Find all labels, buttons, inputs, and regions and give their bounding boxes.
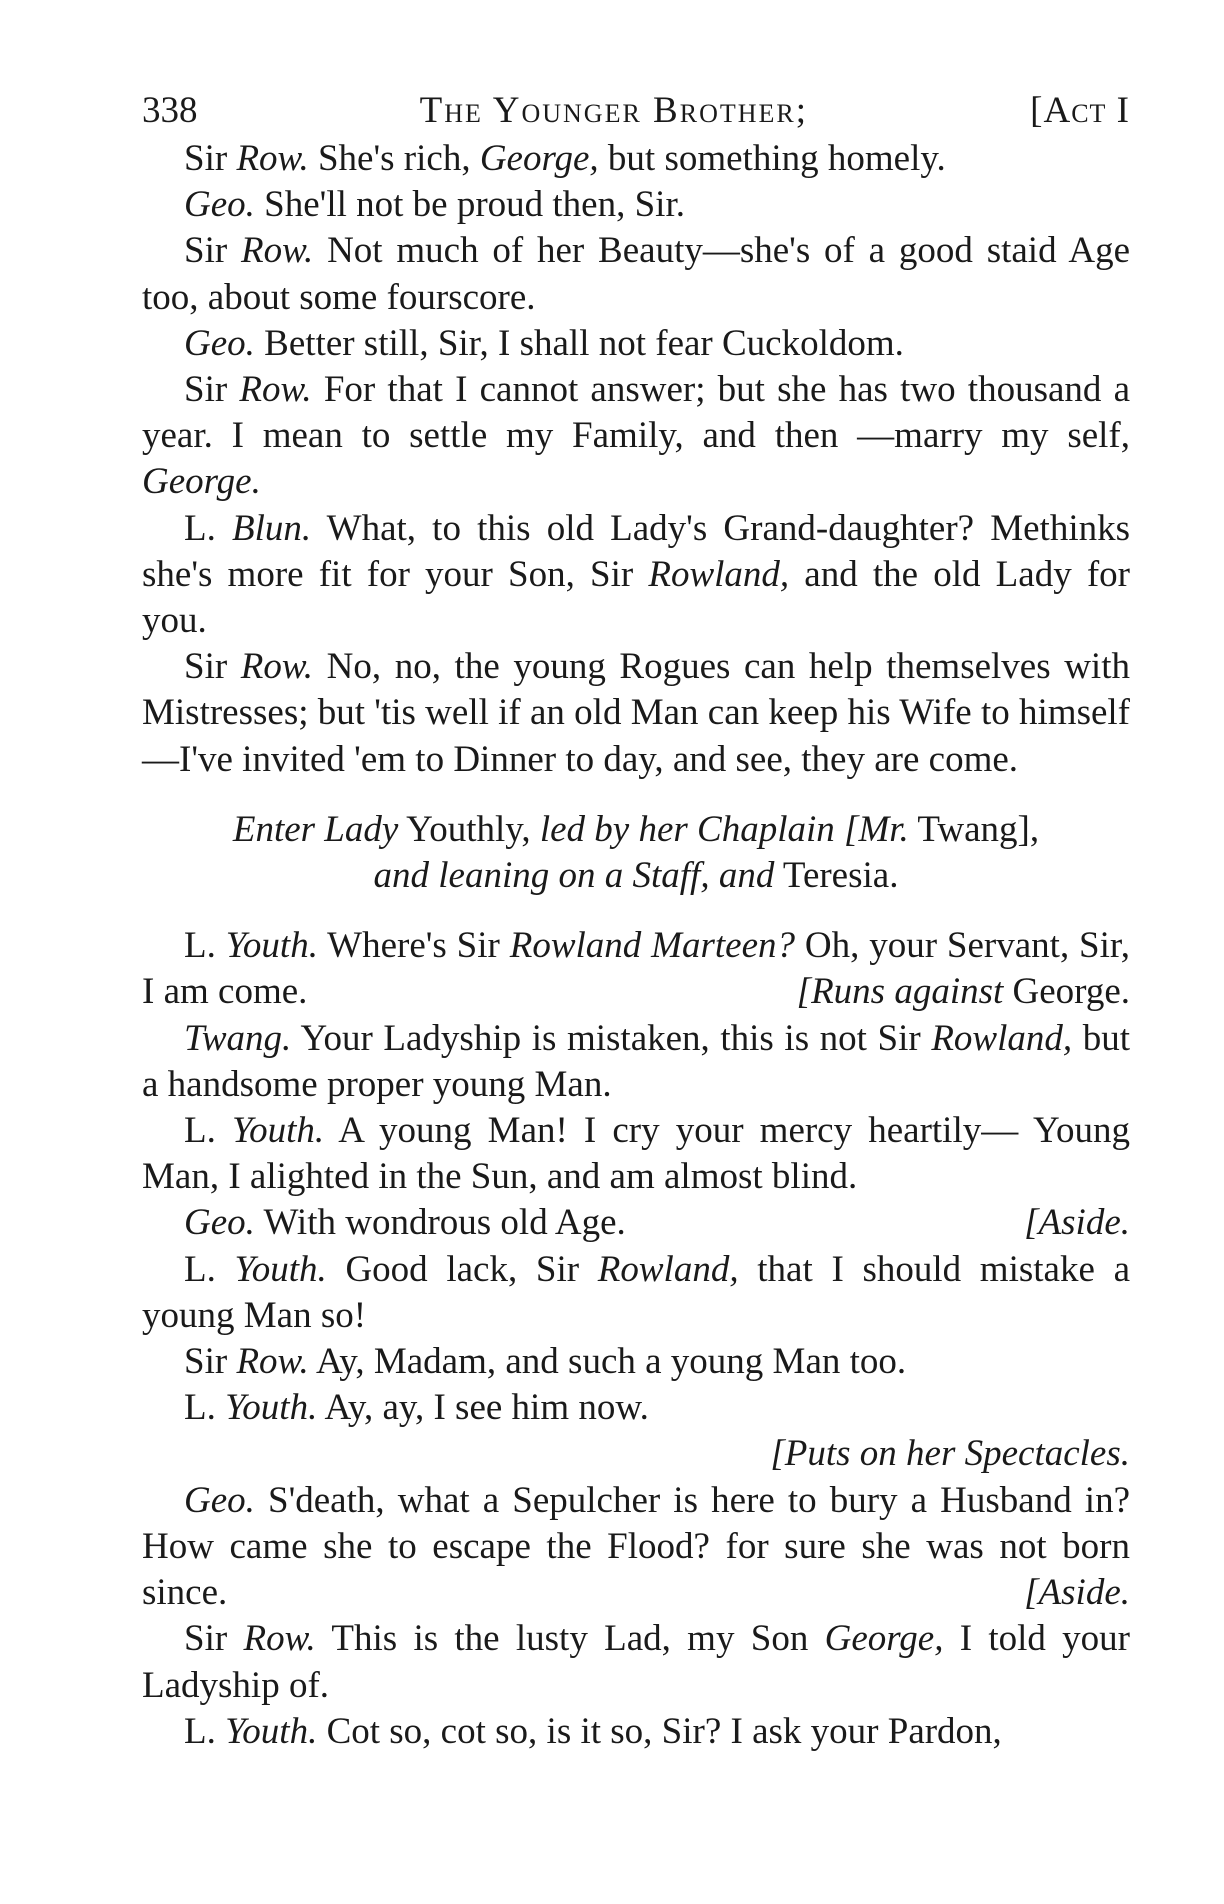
speech-text: She'll not be proud then, Sir.	[254, 184, 685, 226]
speaker-name: Geo.	[184, 1479, 255, 1521]
stage-direction	[142, 807, 1130, 853]
speaker-prefix: L.	[184, 507, 233, 549]
character-name: George.	[1003, 971, 1130, 1013]
speaker-name: Row.	[243, 1618, 316, 1660]
speech-text: but a handsome proper young Man.	[142, 1017, 1131, 1105]
speech-text: Your Ladyship is mistaken, this is not Sir	[291, 1017, 932, 1059]
speaker-name: Youth.	[225, 925, 318, 967]
speaker-name: Youth.	[234, 1248, 327, 1290]
speech-italic: Rowland Marteen?	[509, 925, 796, 967]
speech-text: S'death, what a Sepulcher is here to bury a Husband in? How came she to escape the Flood? for sure she was not born since.	[142, 1479, 1130, 1614]
speech-text: Better still, Sir, I shall not fear Cuckoldom.	[254, 322, 904, 364]
speaker-name: Twang.	[184, 1017, 292, 1059]
speech	[142, 228, 1130, 320]
speaker-name: Geo.	[184, 322, 255, 364]
speech-italic: George,	[824, 1618, 944, 1660]
speech-text: Good lack, Sir	[326, 1248, 598, 1290]
speech-italic: Rowland,	[931, 1017, 1073, 1059]
speaker-prefix: Sir	[184, 138, 237, 179]
speech-italic: George.	[142, 461, 261, 503]
speech-italic: Rowland,	[597, 1248, 739, 1290]
running-header	[142, 86, 1130, 136]
speech-text: No, no, the young Rogues can help themselves with Mistresses; but 'tis well if an old Man can keep his Wife to himself—I've invited 'em to Dinner to day, and see, they are come.	[142, 646, 1130, 780]
page-text	[142, 0, 1130, 1755]
speech-text: This is the lusty Lad, my Son	[315, 1618, 825, 1660]
speech-text: I told your Ladyship of.	[142, 1618, 1130, 1706]
speech	[142, 1339, 1130, 1385]
speech	[142, 644, 1130, 783]
speaker-prefix: L.	[184, 1248, 235, 1290]
speech-text: Oh, your Servant, Sir, I am come.	[142, 925, 1131, 1013]
speech-text: Ay, ay, I see him now.	[317, 1387, 649, 1429]
aside-line	[142, 1431, 1130, 1477]
speaker-name: Row.	[236, 1341, 309, 1383]
speaker-name: Blun.	[232, 507, 312, 549]
stage-direction-italic: Enter Lady	[232, 808, 399, 850]
speaker-name: Row.	[236, 138, 309, 179]
speech	[142, 1709, 1130, 1755]
act-marker: [Act I	[1030, 90, 1130, 131]
speech	[142, 1016, 1130, 1108]
speech	[142, 182, 1130, 228]
speaker-prefix: Sir	[184, 369, 240, 411]
speech-text: but something homely.	[598, 138, 946, 179]
speech	[142, 1108, 1130, 1200]
speaker-name: Geo.	[184, 184, 255, 226]
running-title: The Younger Brother;	[419, 90, 809, 131]
play-text	[142, 136, 1130, 1755]
speaker-prefix: Sir	[184, 1618, 244, 1660]
character-name: Teresia.	[774, 855, 899, 897]
aside-direction: [Puts on her Spectacles.	[770, 1433, 1130, 1475]
speech	[142, 1247, 1130, 1339]
speech	[142, 1385, 1130, 1431]
speaker-name: Row.	[240, 646, 314, 688]
stage-direction-italic: and leaning on a Staff, and	[373, 855, 775, 897]
speech-text: Ay, Madam, and such a young Man too.	[308, 1341, 907, 1383]
speech-text: Where's Sir	[317, 925, 510, 967]
speaker-prefix: L.	[184, 1387, 226, 1429]
speech	[142, 367, 1130, 506]
character-name: Twang],	[908, 808, 1040, 850]
speaker-name: Geo.	[184, 1202, 255, 1244]
stage-direction	[142, 853, 1130, 899]
speech	[142, 1200, 1130, 1246]
speaker-prefix: Sir	[184, 646, 241, 688]
speaker-prefix: Sir	[184, 230, 241, 272]
stage-direction-italic: [Runs against	[796, 971, 1004, 1013]
speech	[142, 136, 1130, 182]
speaker-prefix: L.	[184, 925, 226, 967]
speech-text: What, to this old Lady's Grand-daughter? Methinks she's more fit for your Son, Sir	[142, 507, 1130, 595]
speaker-name: Youth.	[225, 1387, 318, 1429]
speaker-name: Youth.	[225, 1710, 318, 1752]
aside-direction	[755, 969, 1130, 1015]
aside-direction: [Aside.	[1024, 1202, 1130, 1244]
speaker-prefix: Sir	[184, 1341, 237, 1383]
speaker-name: Youth.	[231, 1110, 325, 1152]
speech-text: She's rich,	[308, 138, 480, 179]
speaker-name: Row.	[239, 369, 312, 411]
aside-direction: [Aside.	[1024, 1572, 1130, 1614]
speech-italic: George,	[479, 138, 599, 179]
character-name: Youthly,	[398, 808, 540, 850]
speech-text: Not much of her Beauty—she's of a good staid Age too, about some fourscore.	[142, 230, 1130, 318]
speech-text: Cot so, cot so, is it so, Sir? I ask your Pardon,	[317, 1710, 1002, 1752]
spacer	[142, 783, 1130, 807]
page-number: 338	[142, 90, 198, 131]
speech-text: A young Man! I cry your mercy heartily— Young Man, I alighted in the Sun, and am almost blind.	[142, 1110, 1130, 1198]
speech	[142, 506, 1130, 645]
stage-direction-italic: led by her Chaplain [Mr.	[539, 808, 909, 850]
spacer	[142, 899, 1130, 923]
speaker-prefix: L.	[184, 1110, 232, 1152]
speech	[142, 1478, 1130, 1617]
speech	[142, 321, 1130, 367]
speaker-name: Row.	[240, 230, 314, 272]
speech	[142, 1616, 1130, 1708]
speaker-prefix: L.	[184, 1710, 226, 1752]
speech-italic: Rowland,	[648, 553, 790, 595]
speech-text: For that I cannot answer; but she has two thousand a year. I mean to settle my Family, and then —marry my self,	[142, 369, 1131, 457]
speech-text: that I should mistake a young Man so!	[142, 1248, 1130, 1336]
speech-text: and the old Lady for you.	[142, 553, 1130, 642]
speech-text: With wondrous old Age.	[254, 1202, 626, 1244]
speech	[142, 923, 1130, 1015]
